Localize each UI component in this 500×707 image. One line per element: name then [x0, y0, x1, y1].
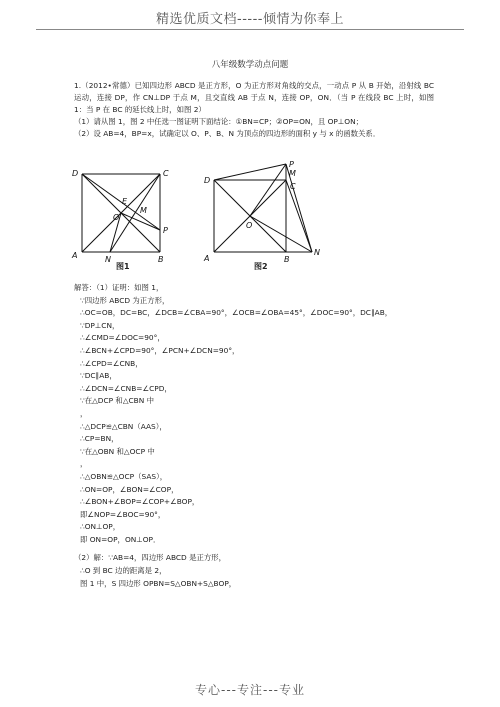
problem-stem: 1.（2012•常德）已知四边形 ABCD 是正方形，O 为正方形对角线的交点，一动点 P 从 B 开始，沿射线 BC 运动，连接 DP，作 CN⊥DP 于点 M，且交直线 AB 于点 N，连接 OP，ON．（当 P 在线段 BC 上时，如图 1：当 P 在 BC 的延长线上时，如图 2）: [74, 81, 434, 114]
solution-line: ∴ON⊥OP，: [80, 522, 121, 532]
fig1-label-b: B: [158, 255, 164, 264]
solution-line: ，: [80, 459, 88, 469]
solution-line: 即∠NOP=∠BOC=90°，: [80, 509, 166, 519]
solution-line: ∴∠DCN=∠CNB=∠CPD，: [80, 383, 172, 393]
solution-line: ∴∠BCN+∠CPD=90°，∠PCN+∠DCN=90°，: [80, 345, 240, 355]
solution-part2-line: （2）解：∵AB=4，四边形 ABCD 是正方形，: [74, 553, 227, 563]
problem-part1: （1）请从图 1，图 2 中任选一图证明下面结论：①BN=CP；②OP=ON，且 OP⊥ON；: [74, 117, 364, 126]
solution-line: 即 ON=OP，ON⊥OP．: [80, 534, 161, 544]
figure-1: [70, 168, 190, 278]
fig2-label-m: M: [289, 169, 296, 178]
solution-line: ∵DC∥AB，: [80, 371, 117, 381]
solution-part2-line: ∴O 到 BC 边的距离是 2，: [80, 566, 167, 576]
solution-line: 解答：（1）证明：如图 1，: [74, 283, 164, 292]
solution-line: ∵DP⊥CN，: [80, 320, 120, 330]
solution-line: ，: [80, 408, 88, 418]
fig1-label-m: M: [140, 206, 147, 215]
fig1-label-e: E: [122, 197, 128, 206]
fig2-label-p: P: [289, 160, 294, 169]
header-banner: 精选优质文档-----倾情为你奉上: [156, 12, 344, 27]
solution-text: [74, 282, 434, 590]
solution-line: ∴OC=OB，DC=BC，∠DCB=∠CBA=90°，∠OCB=∠OBA=45°，∠DOC=90°，DC∥AB，: [80, 308, 393, 318]
solution-line: ∵在△DCP 和△CBN 中: [80, 396, 155, 406]
fig2-line-op: [250, 164, 286, 216]
footer-banner: 专心---专注---专业: [195, 683, 305, 697]
fig2-label-b: B: [284, 255, 290, 264]
problem-part2: （2）设 AB=4，BP=x，试确定以 O、P、B、N 为顶点的四边形的面积 y 与 x 的函数关系．: [74, 129, 381, 138]
solution-line: ∴∠CMD=∠DOC=90°，: [80, 333, 165, 343]
figure-2: [200, 160, 330, 270]
fig1-label-c: C: [163, 169, 169, 178]
solution-line: ∴∠BON+∠BOP=∠COP+∠BOP，: [80, 497, 200, 507]
fig1-line-dp: [82, 174, 160, 230]
fig2-label-c: C: [290, 182, 296, 191]
fig2-line-dp: [214, 164, 286, 180]
fig1-label-o: O: [113, 213, 120, 222]
solution-line: ∵在△OBN 和△OCP 中: [80, 446, 155, 456]
fig2-label-a: A: [204, 254, 210, 263]
solution-line: ∴ON=OP，∠BON=∠COP，: [80, 484, 179, 494]
figure-1-caption: 图1: [116, 262, 130, 271]
fig1-label-n: N: [105, 255, 111, 264]
fig2-label-d: D: [204, 176, 211, 185]
fig2-label-o: O: [246, 221, 253, 230]
solution-line: ∴∠CPD=∠CNB，: [80, 358, 143, 368]
solution-line: ∵四边形 ABCD 为正方形，: [80, 295, 170, 305]
fig2-label-n: N: [314, 248, 320, 257]
solution-line: ∴△OBN≌△OCP（SAS），: [80, 471, 168, 481]
fig1-label-d: D: [72, 169, 79, 178]
solution-part2-line: 图 1 中，S 四边形 OPBN=S△OBN+S△BOP，: [80, 578, 237, 588]
header-rule: [36, 29, 464, 30]
solution-line: ∴△DCP≌△CBN（AAS），: [80, 421, 167, 431]
fig1-label-p: P: [163, 226, 168, 235]
doc-title: 八年级数学动点问题: [211, 60, 289, 70]
solution-line: ∴CP=BN，: [80, 434, 119, 444]
fig1-label-a: A: [72, 251, 78, 260]
figure-2-caption: 图2: [254, 262, 268, 271]
problem-text: [74, 80, 434, 140]
